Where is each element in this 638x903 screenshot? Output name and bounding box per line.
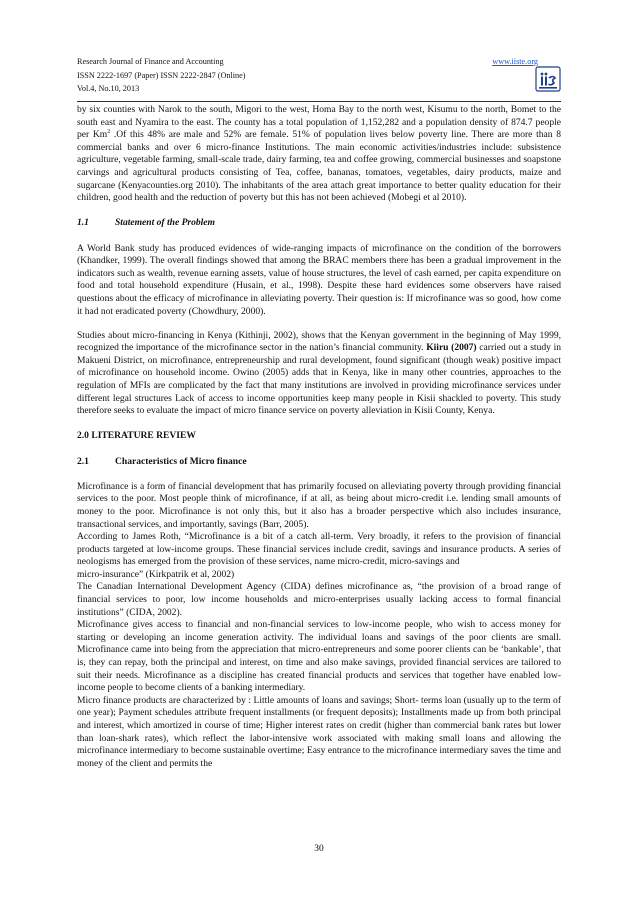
section-heading-1-1: 1.1 Statement of the Problem bbox=[77, 217, 215, 229]
header-rule bbox=[77, 101, 561, 102]
paragraph-microfinance-definition: Microfinance is a form of financial development that has primarily focused on alleviating poverty through providing financial services to the poor. Most people think of microfinance, if at all, as being about micro-credit i.e. lending small amounts of money to the poor. Microfinance is not only this, but it also has a broader perspective which also includes insurance, transactional services, and importantly, savings (Barr, 2005). bbox=[77, 480, 561, 530]
issn-line: ISSN 2222-1697 (Paper) ISSN 2222-2847 (Online) bbox=[77, 70, 246, 80]
iiste-logo bbox=[535, 66, 561, 92]
section-heading-2-1: 2.1 Characteristics of Micro finance bbox=[77, 455, 247, 467]
body-text bbox=[77, 104, 561, 770]
paragraph-james-roth-end: micro-insurance” (Kirkpatrik et al, 2002) bbox=[77, 568, 235, 580]
paragraph-world-bank: A World Bank study has produced evidences of wide-ranging impacts of microfinance on the condition of the borrowers (Khandker, 1999). The overall findings showed that among the BRAC members there has been a gradual improvement in the indicators such as wealth, revenue earning assets, value of house structures, the level of cash earned, per capita expenditure on food and total household expenditure (Husain, et al., 1998). Despite these hard evidences some observers have raised questions about the efficacy of microfinance in alleviating poverty. Their question is: If microfinance was so good, how come it had not eradicated poverty (Chowdhury, 2000). bbox=[77, 242, 561, 317]
paragraph-products: Micro finance products are characterized by : Little amounts of loans and savings; Short- terms loan (usually up to the term of one year); Payment schedules attribute frequent installments (or frequent deposits); Installments made up from both principal and interest, which amortized in course of time; Higher interest rates on credit (higher than commercial bank rates but lower than loan-shark rates), which reflect the labor-intensive work associated with making small loans and allowing the microfinance intermediary to become sustainable overtime; Easy entrance to the microfinance intermediary saves the time and money of the client and permits the bbox=[77, 694, 561, 769]
website-link[interactable]: www.iiste.org bbox=[492, 57, 538, 66]
paragraph-county: by six counties with Narok to the south, Migori to the west, Homa Bay to the north west, Kisumu to the north, Bomet to the south east and Nyamira to the east. The county has a total population of 1,152,282 and a population density of 874.7 people per Km$^2$ .Of this 48% are male and 52% are female. 51% of population lives below poverty line. There are more than 8 commercial banks and over 6 micro-finance Institutions. The main economic activities/industries include: subsistence agriculture, vegetable farming, small-scale trade, dairy farming, tea and coffee growing, commercial businesses and soapstone carvings and agricultural products consisting of Tea, coffee, bananas, tomatoes, vegetables, dairy products, maize and sugarcane (Kenyacounties.org 2010). The inhabitants of the area attach great importance to better quality education for their children, good health and the reduction of poverty but this has not been achieved (Mobegi et al 2010). bbox=[77, 104, 561, 204]
paragraph-access: Microfinance gives access to financial and non-financial services to low-income people, who wish to access money for starting or developing an income generation activity. The individual loans and savings of the poor clients are small. Microfinance came into being from the appreciation that micro-entrepreneurs and some poorer clients can be ‘bankable’, that is, they can repay, both the principal and interest, on time and also make savings, provided financial services are tailored to suit their needs. Microfinance as a discipline has created financial products and services that together have enabled low-income people to become clients of a banking intermediary. bbox=[77, 619, 561, 694]
paragraph-cida: The Canadian International Development Agency (CIDA) defines microfinance as, “the provision of a broad range of financial services to poor, low income households and micro-enterprises usually lacking access to formal financial institutions” (CIDA, 2002). bbox=[77, 581, 561, 618]
volume-line: Vol.4, No.10, 2013 bbox=[77, 84, 140, 93]
paragraph-kenya-studies: Studies about micro-financing in Kenya (Kithinji, 2002), shows that the Kenyan government in the beginning of May 1999, recognized the importance of the microfinance sector in the nation’s financial community. Kiiru (2007) carried out a study in Makueni District, on microfinance, entrepreneurship and rural development, found significant (though weak) positive impact of microfinance on household income. Owino (2005) adds that in Kenya, like in many other countries, approaches to the regulation of MFIs are complicated by the fact that many institutions are involved in providing microfinance services under different legal structures Lack of access to income opportunities keep many people in Kisii shackled to poverty. This study therefore seeks to evaluate the impact of micro finance service on poverty alleviation in Kisii County, Kenya. bbox=[77, 329, 561, 417]
page-header bbox=[77, 55, 561, 96]
journal-title: Research Journal of Finance and Accounting bbox=[77, 57, 224, 66]
section-heading-2-0: 2.0 LITERATURE REVIEW bbox=[77, 430, 196, 442]
paragraph-james-roth: According to James Roth, “Microfinance is a bit of a catch all-term. Very broadly, it refers to the provision of financial products targeted at low-income groups. These financial services include credit, savings and insurance products. A series of neologisms has emerged from the provision of these services, name micro-credit, micro-savings and bbox=[77, 531, 561, 568]
page-number: 30 bbox=[314, 844, 324, 854]
